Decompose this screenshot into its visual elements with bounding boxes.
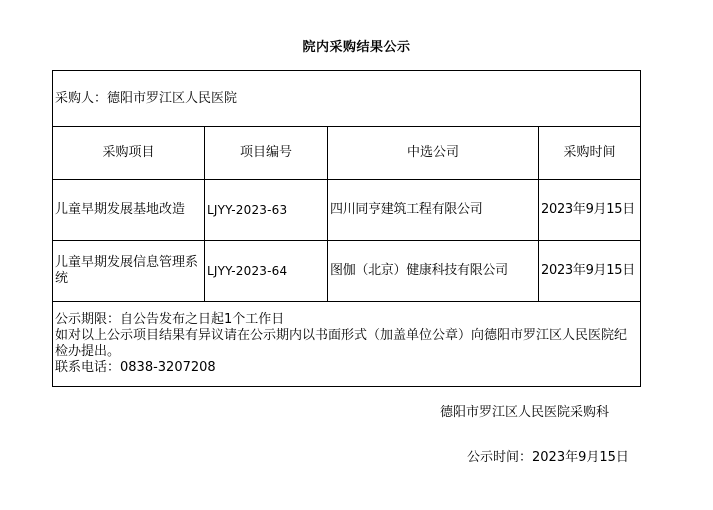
notice-period: 公示期限：自公告发布之日起1个工作日 <box>55 312 285 327</box>
table-row <box>53 180 641 241</box>
buyer-cell: 采购人：德阳市罗江区人民医院 <box>53 71 641 127</box>
publish-time: 公示时间：2023年9月15日 <box>467 450 629 465</box>
procurement-result-table <box>52 70 641 387</box>
header-company: 中选公司 <box>328 127 539 180</box>
item-cell: 儿童早期发展基地改造 <box>53 180 205 241</box>
table-header-row <box>53 127 641 180</box>
code-cell: LJYY-2023-64 <box>205 241 328 302</box>
objection-instructions: 如对以上公示项目结果有异议请在公示期内以书面形式（加盖单位公章）向德阳市罗江区人民医院纪检办提出。 <box>55 328 628 359</box>
company-cell: 图伽（北京）健康科技有限公司 <box>328 241 539 302</box>
notes-cell <box>53 302 641 387</box>
code-cell: LJYY-2023-63 <box>205 180 328 241</box>
header-time: 采购时间 <box>539 127 641 180</box>
header-item: 采购项目 <box>53 127 205 180</box>
buyer-row <box>53 71 641 127</box>
issuing-department: 德阳市罗江区人民医院采购科 <box>440 405 610 420</box>
item-cell: 儿童早期发展信息管理系统 <box>53 241 205 302</box>
contact-phone: 联系电话：0838-3207208 <box>55 360 216 375</box>
time-cell: 2023年9月15日 <box>539 241 641 302</box>
company-cell: 四川同亨建筑工程有限公司 <box>328 180 539 241</box>
notes-row <box>53 302 641 387</box>
header-code: 项目编号 <box>205 127 328 180</box>
time-cell: 2023年9月15日 <box>539 180 641 241</box>
table-row <box>53 241 641 302</box>
page-title: 院内采购结果公示 <box>302 40 411 55</box>
